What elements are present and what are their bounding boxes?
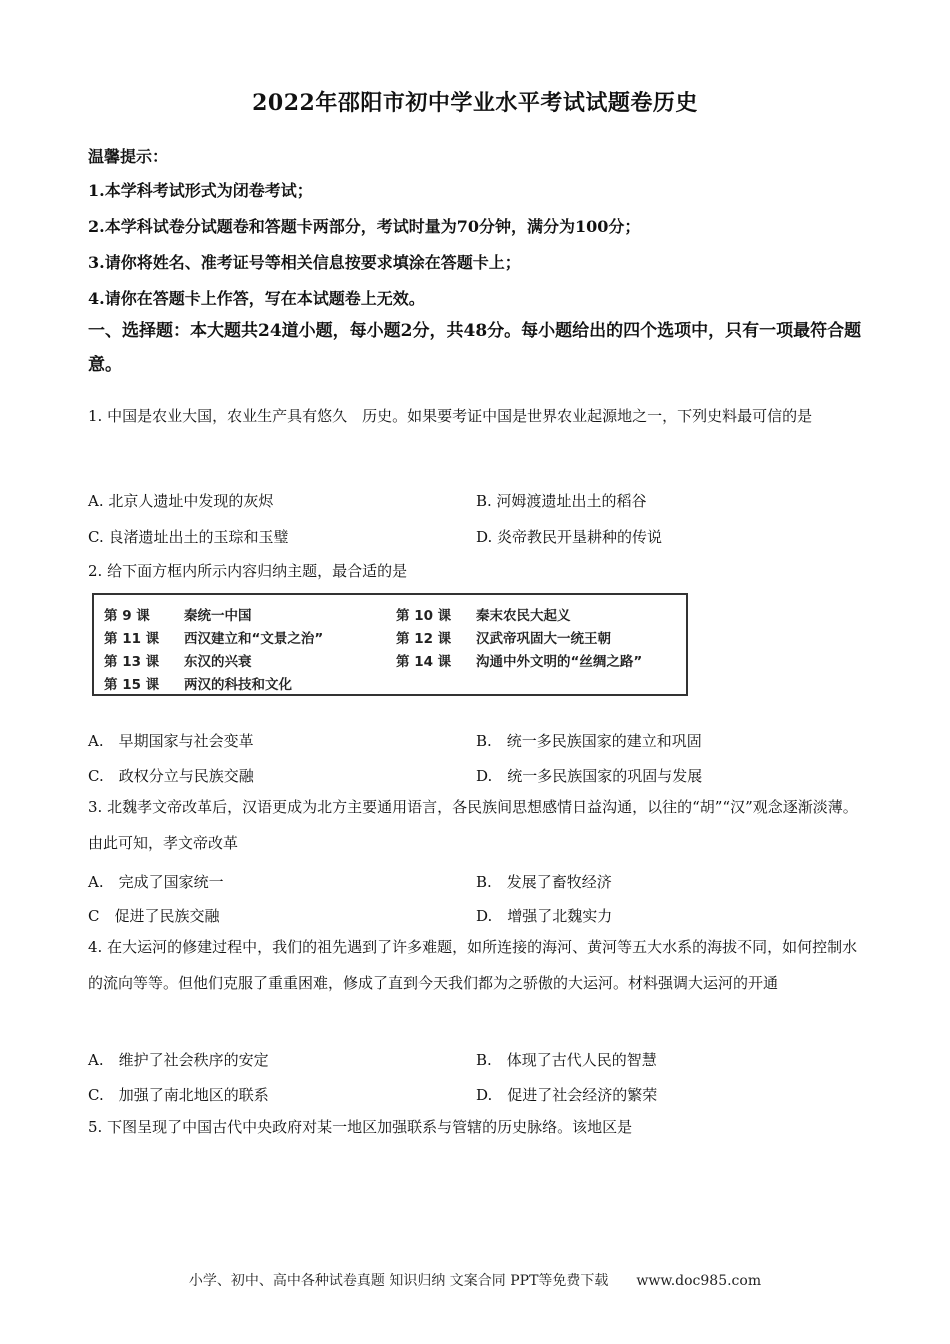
notice-heading: 温馨提示： — [88, 147, 169, 166]
question-1-stem: 1. 中国是农业大国，农业生产具有悠久 历史。如果要考证中国是世界农业起源地之一，下列史料最可信的是 — [88, 407, 813, 425]
question-3-option-d: D. 增强了北魏实力 — [476, 907, 613, 925]
question-4-option-b: B. 体现了古代人民的智慧 — [476, 1051, 657, 1069]
question-4-stem: 4. 在大运河的修建过程中，我们的祖先遇到了许多难题，如所连接的海河、黄河等五大水系的海拔不同，如何控制水的流向等等。但他们克服了重重困难，修成了直到今天我们都为之骄傲的大运河。材料强调大运河的开通 — [88, 938, 858, 992]
lesson-list-box — [92, 593, 688, 696]
question-2-option-d: D. 统一多民族国家的巩固与发展 — [476, 767, 703, 785]
question-5-stem: 5. 下图呈现了中国古代中央政府对某一地区加强联系与管辖的历史脉络。该地区是 — [88, 1118, 633, 1136]
question-2-stem: 2. 给下面方框内所示内容归纳主题，最合适的是 — [88, 562, 408, 580]
notice-item-4: 4.请你在答题卡上作答，写在本试题卷上无效。 — [88, 289, 425, 308]
question-3-stem: 3. 北魏孝文帝改革后，汉语更成为北方主要通用语言，各民族间思想感情日益沟通，以往的“胡”“汉”观念逐渐淡薄。由此可知，孝文帝改革 — [88, 798, 858, 852]
question-4-option-d: D. 促进了社会经济的繁荣 — [476, 1086, 658, 1104]
lesson-item: 第 9 课 秦统一中国 — [104, 608, 252, 624]
question-3-option-a: A. 完成了国家统一 — [88, 873, 224, 891]
question-3-option-c: C 促进了民族交融 — [88, 907, 220, 925]
question-2-option-a: A. 早期国家与社会变革 — [88, 732, 254, 750]
notice-item-2: 2.本学科试卷分试题卷和答题卡两部分，考试时量为70分钟，满分为100分； — [88, 217, 641, 236]
lesson-item: 第 12 课 汉武帝巩固大一统王朝 — [396, 631, 611, 647]
question-2-option-c: C. 政权分立与民族交融 — [88, 767, 254, 785]
notice-item-1: 1.本学科考试形式为闭卷考试； — [88, 181, 313, 200]
lesson-item: 第 11 课 西汉建立和“文景之治” — [104, 631, 324, 647]
question-2-option-b: B. 统一多民族国家的建立和巩固 — [476, 732, 702, 750]
page-title: 2022年邵阳市初中学业水平考试试题卷历史 — [252, 90, 698, 116]
section-heading: 一、选择题：本大题共24道小题，每小题2分，共48分。每小题给出的四个选项中，只有一项最符合题意。 — [88, 321, 862, 375]
question-1-option-b: B. 河姆渡遗址出土的稻谷 — [476, 492, 647, 510]
footer-text: 小学、初中、高中各种试卷真题 知识归纳 文案合同 PPT等免费下载 www.doc985.com — [188, 1273, 762, 1289]
question-4-option-a: A. 维护了社会秩序的安定 — [88, 1051, 269, 1069]
question-4-option-c: C. 加强了南北地区的联系 — [88, 1086, 269, 1104]
notice-item-3: 3.请你将姓名、准考证号等相关信息按要求填涂在答题卡上； — [88, 253, 521, 272]
question-3-option-b: B. 发展了畜牧经济 — [476, 873, 612, 891]
question-1-option-a: A. 北京人遗址中发现的灰烬 — [88, 492, 274, 510]
lesson-item: 第 15 课 两汉的科技和文化 — [104, 677, 292, 693]
lesson-item: 第 10 课 秦末农民大起义 — [396, 608, 571, 624]
question-1-option-c: C. 良渚遗址出土的玉琮和玉璧 — [88, 528, 289, 546]
lesson-item: 第 13 课 东汉的兴衰 — [104, 654, 252, 670]
lesson-item: 第 14 课 沟通中外文明的“丝绸之路” — [396, 654, 643, 670]
question-1-option-d: D. 炎帝教民开垦耕种的传说 — [476, 528, 663, 546]
